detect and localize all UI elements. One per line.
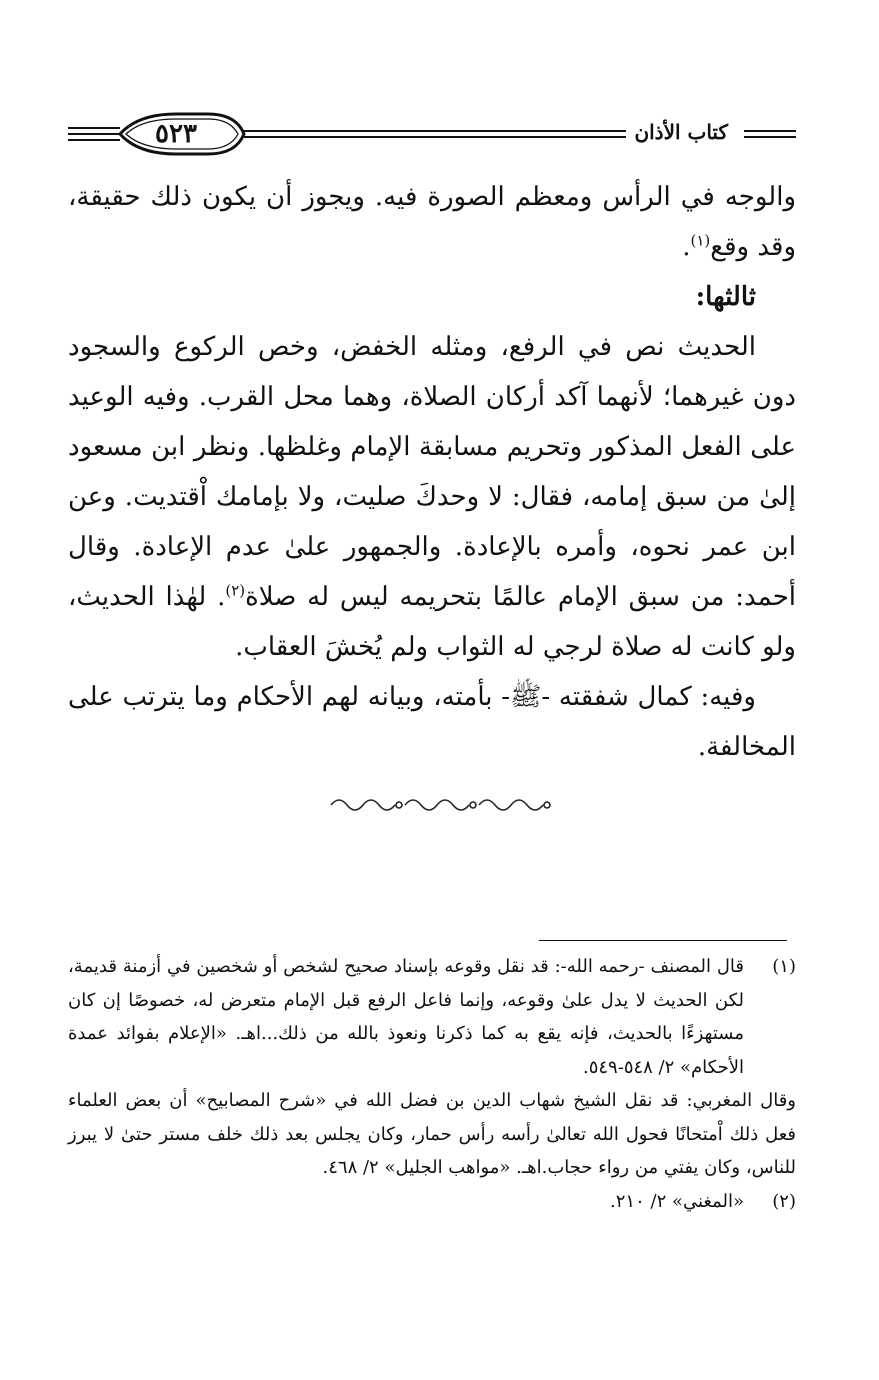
footnote-1-paragraph-2: وقال المغربي: قد نقل الشيخ شهاب الدين بن فضل الله في «شرح المصابيح» أن بعض العلماء فعل ذلك اْمتحانًا فحول الله تعالىٰ رأسه رأس حمار، وكان يجلس بعد ذلك خلف مستر حتىٰ لا يبرز للناس، وكان يفتي من رواء حجاب.اهـ. «مواهب الجليل» ٢/ ٤٦٨. — [68, 1090, 796, 1178]
paragraph-1 — [68, 172, 796, 272]
footnote-1-paragraph-1: قال المصنف -رحمه الله-: قد نقل وقوعه بإسناد صحيح لشخص أو شخصين في أزمنة قديمة، لكن الحديث لا يدل علىٰ وقوعه، وإنما فاعل الرفع قبل الإمام متعرض له، خصوصًا إن كان مستهزءًا بالحديث، فإنه يقع به كما ذكرنا ونعوذ بالله من ذلك...اهـ. «الإعلام بفوائد عمدة الأحكام» ٢/ ٥٤٨-٥٤٩. — [68, 956, 744, 1078]
footnote-1-continuation — [68, 1084, 796, 1185]
footnote-1-marker: (١) — [772, 956, 796, 977]
paragraph-2 — [68, 322, 796, 672]
footnote-2-paragraph-1: «المغني» ٢/ ٢١٠. — [610, 1190, 744, 1212]
paragraph-2-end: . لهٰذا الحديث، ولو كانت له صلاة لرجي له الثواب ولم يُخشَ العقاب. — [68, 582, 796, 662]
section-divider-ornament — [0, 792, 879, 823]
footnote-2-marker: (٢) — [772, 1190, 796, 1212]
main-text — [68, 172, 796, 772]
footnote-2 — [68, 1185, 796, 1219]
footnote-1 — [68, 950, 796, 1084]
page-number: ٥٢٣ — [155, 119, 197, 149]
footnotes — [68, 950, 796, 1218]
footnote-ref-2[interactable]: (٢) — [225, 581, 246, 600]
paragraph-3: وفيه: كمال شفقته -ﷺ- بأمته، وبيانه لهم الأحكام وما يترتب على المخالفة. — [68, 682, 796, 762]
section-heading: ثالثها: — [695, 282, 756, 312]
divider-flourish-icon — [325, 792, 555, 818]
footnote-ref-1[interactable]: (١) — [690, 231, 711, 250]
paragraph-1-end: . — [682, 232, 691, 262]
paragraph-1-text: والوجه في الرأس ومعظم الصورة فيه. ويجوز أن يكون ذلك حقيقة، وقد وقع — [68, 182, 796, 262]
paragraph-2-text: الحديث نص في الرفع، ومثله الخفض، وخص الركوع والسجود دون غيرهما؛ لأنهما آكد أركان الصلاة، وهما محل القرب. وفيه الوعيد على الفعل المذكور وتحريم مسابقة الإمام وغلظها. ونظر ابن مسعود إلىٰ من سبق إمامه، فقال: لا وحدكَ صليت، ولا بإمامك اْقتديت. وعن ابن عمر نحوه، وأمره بالإعادة. والجمهور علىٰ عدم الإعادة. وقال أحمد: من سبق الإمام عالمًا بتحريمه ليس له صلاة — [68, 332, 796, 612]
footnote-separator — [539, 940, 787, 941]
page-header — [68, 104, 796, 164]
chapter-title: كتاب الأذان — [626, 118, 736, 146]
